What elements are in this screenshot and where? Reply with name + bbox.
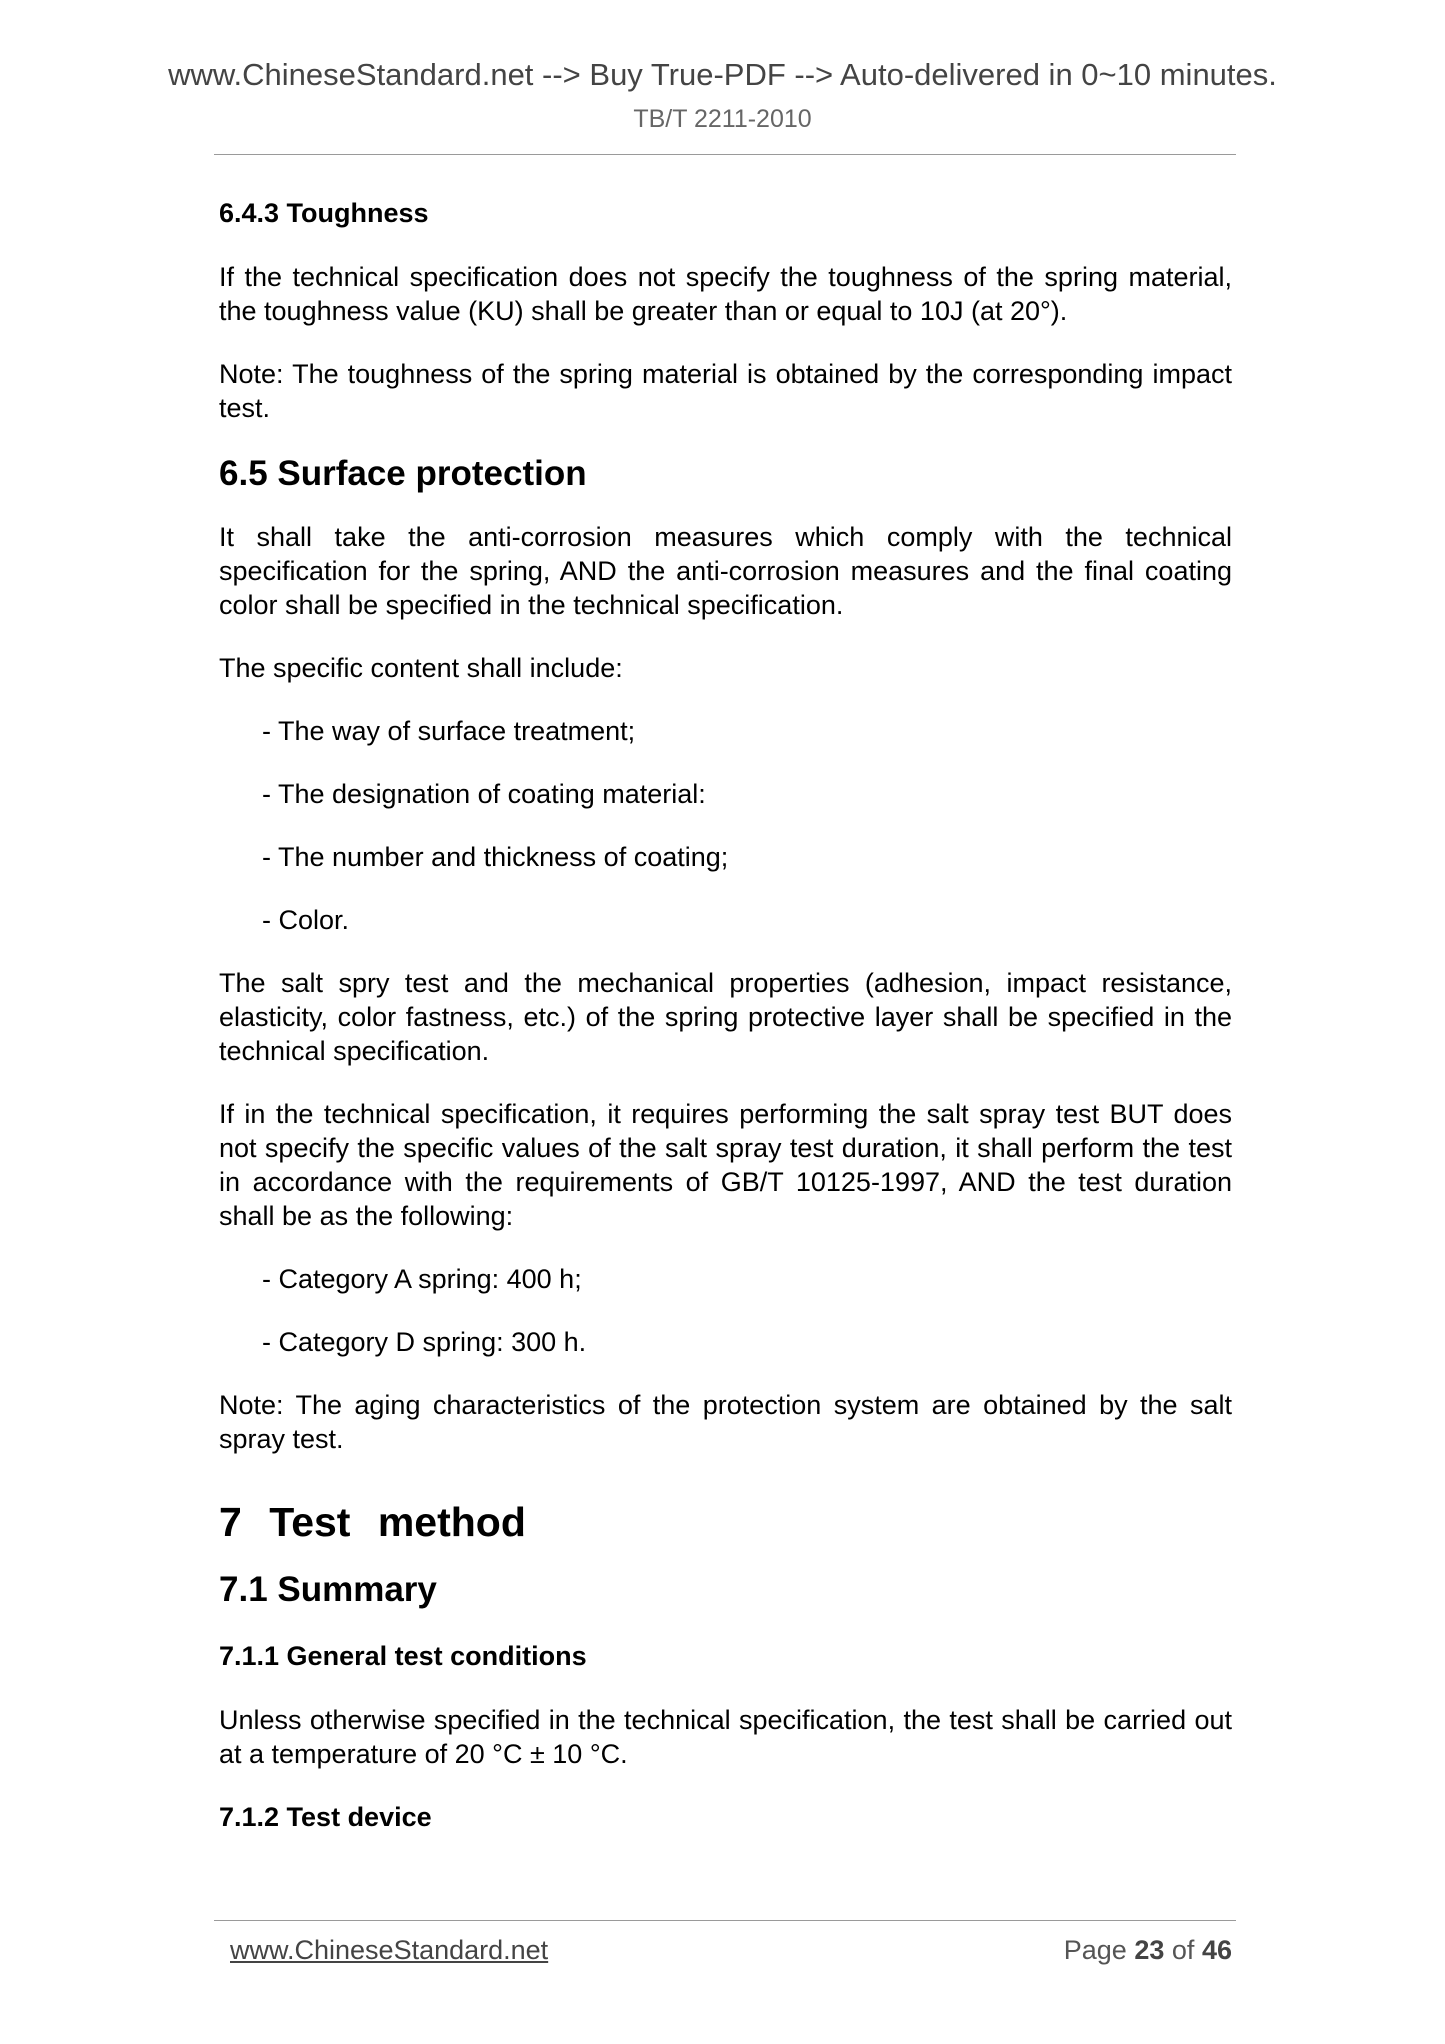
toughness-paragraph: If the technical specification does not specify the toughness of the spring material, the toughness value (KU) shall be greater than or equal to 10J (at 20°). <box>219 262 1232 326</box>
page-total: 46 <box>1201 1935 1232 1965</box>
duration-item: - Category A spring: 400 h; <box>262 1264 582 1294</box>
footer-divider <box>214 1920 1236 1921</box>
section-7-1-2-heading: 7.1.2 Test device <box>219 1802 432 1832</box>
duration-item: - Category D spring: 300 h. <box>262 1327 587 1357</box>
specific-content-intro: The specific content shall include: <box>219 653 623 683</box>
page-current: 23 <box>1134 1935 1165 1965</box>
document-code: TB/T 2211-2010 <box>633 105 812 133</box>
list-item: - Color. <box>262 905 350 935</box>
salt-spray-requirement-paragraph: If in the technical specification, it requires performing the salt spray test BUT does not specify the specific values of the salt spray test duration, it shall perform the test in accordance with the requirements of GB/T 10125-1997, AND the test duration shall be as the following: <box>219 1099 1232 1231</box>
section-6-5-heading: 6.5 Surface protection <box>219 454 587 493</box>
list-item: - The way of surface treatment; <box>262 716 636 746</box>
footer-site-link[interactable]: www.ChineseStandard.net <box>230 1935 549 1965</box>
page-word: Page <box>1063 1935 1127 1965</box>
aging-note: Note: The aging characteristics of the protection system are obtained by the salt spray test. <box>219 1390 1232 1454</box>
page-content <box>219 196 1232 1864</box>
page-of: of <box>1171 1935 1195 1965</box>
surface-protection-paragraph: It shall take the anti-corrosion measures which comply with the technical specification for the spring, AND the anti-corrosion measures and the final coating color shall be specified in the technical specification. <box>219 522 1232 620</box>
test-conditions-paragraph: Unless otherwise specified in the technical specification, the test shall be carried out at a temperature of 20 °C ± 10 °C. <box>219 1705 1232 1769</box>
section-7-1-1-heading: 7.1.1 General test conditions <box>219 1641 587 1671</box>
toughness-note: Note: The toughness of the spring material is obtained by the corresponding impact test. <box>219 359 1232 423</box>
header-divider <box>214 154 1236 155</box>
header-banner: www.ChineseStandard.net --> Buy True-PDF --> Auto-delivered in 0~10 minutes. <box>168 57 1277 92</box>
section-7-heading: 7 Test method <box>219 1499 526 1545</box>
list-item: - The designation of coating material: <box>262 779 706 809</box>
list-item: - The number and thickness of coating; <box>262 842 729 872</box>
section-7-1-heading: 7.1 Summary <box>219 1570 437 1609</box>
page-number <box>1064 1933 1232 1967</box>
salt-spray-properties-paragraph: The salt spry test and the mechanical properties (adhesion, impact resistance, elasticity, color fastness, etc.) of the spring protective layer shall be specified in the technical specification. <box>219 968 1232 1066</box>
section-6-4-3-heading: 6.4.3 Toughness <box>219 198 429 228</box>
